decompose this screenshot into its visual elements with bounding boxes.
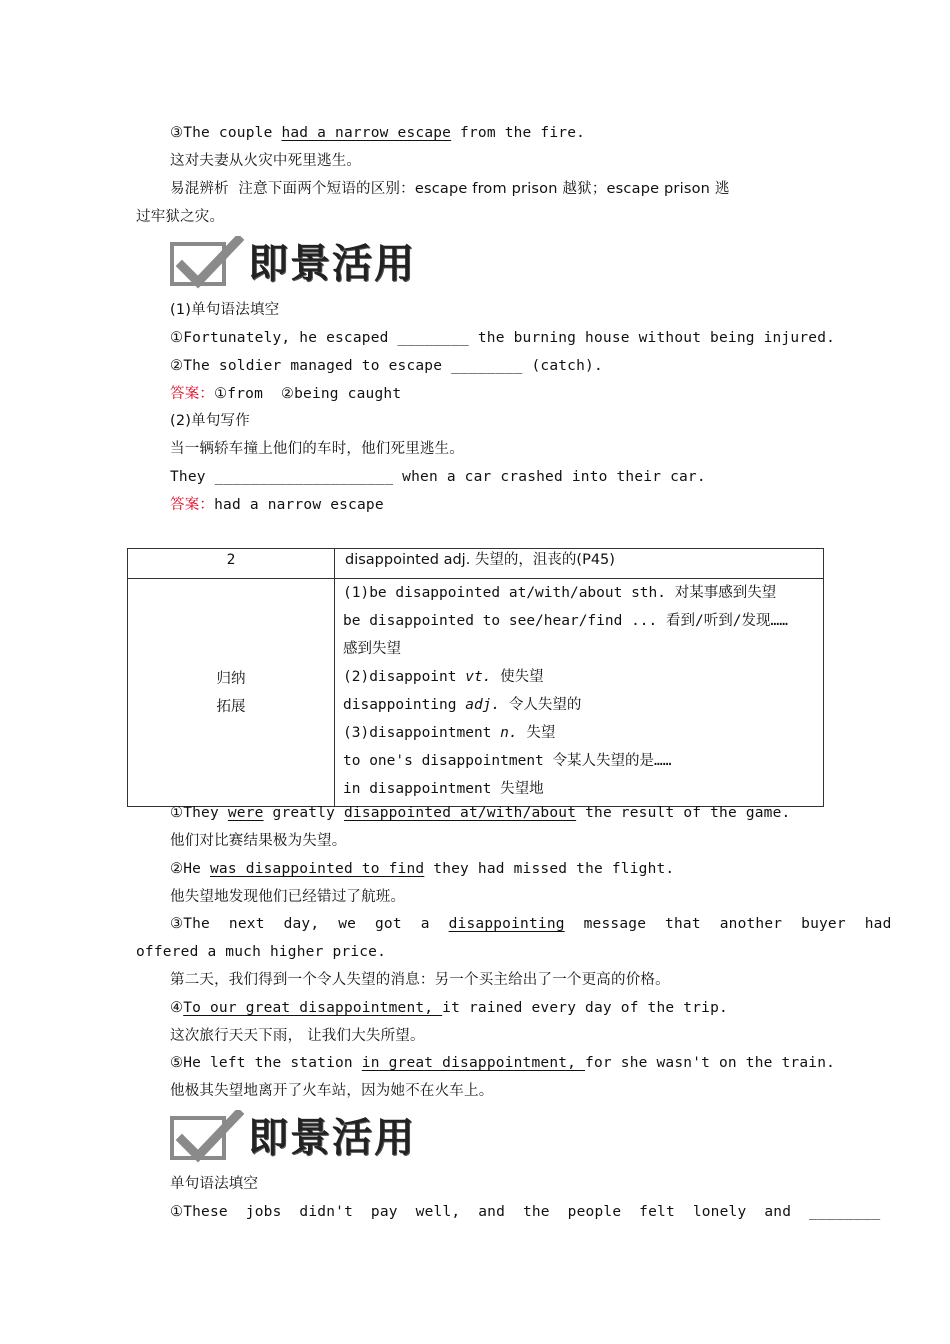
example-3-translation: 第二天，我们得到一个令人失望的消息：另一个买主给出了一个更高的价格。: [170, 972, 670, 988]
example-3-translation: 这对夫妻从火灾中死里逃生。: [170, 153, 362, 169]
answer-line-2: 答案：had a narrow escape: [170, 497, 384, 513]
practice-question-1: ①These jobs didn't pay well, and the people felt lonely and ________: [170, 1204, 881, 1220]
summary-line: (3)disappointment n. 失望: [343, 725, 556, 741]
summary-content: [335, 579, 824, 807]
banner-title: 即景活用: [248, 1115, 416, 1161]
example-1: ①They were greatly disappointed at/with/about the result of the game.: [170, 805, 791, 821]
summary-label: 归纳 拓展: [128, 579, 335, 807]
example-5: ⑤He left the station in great disappointment, for she wasn't on the train.: [170, 1055, 836, 1071]
example-3-cont: offered a much higher price.: [136, 944, 387, 960]
practice-question-2: ②The soldier managed to escape ________ (catch).: [170, 358, 603, 374]
entry-number: 2: [128, 549, 335, 579]
practice-heading-1: (1)单句语法填空: [170, 302, 280, 318]
practice-banner: [168, 236, 423, 292]
example-4: ④To our great disappointment, it rained every day of the trip.: [170, 1000, 728, 1016]
example-2-translation: 他失望地发现他们已经错过了航班。: [170, 889, 406, 905]
writing-prompt: 当一辆轿车撞上他们的车时，他们死里逃生。: [170, 441, 464, 457]
answer-label: 答案：: [170, 497, 215, 513]
summary-line: (2)disappoint vt. 使失望: [343, 669, 544, 685]
vocab-table: [127, 548, 824, 807]
summary-line: 感到失望: [343, 641, 401, 657]
confusion-note: 易混辨析 注意下面两个短语的区别：escape from prison 越狱；escape prison 逃: [170, 181, 730, 197]
practice-heading: 单句语法填空: [170, 1176, 259, 1192]
writing-question: They ____________________ when a car crashed into their car.: [170, 469, 706, 485]
example-3-line: ③The couple had a narrow escape from the fire.: [170, 125, 586, 141]
summary-line: disappointing adj. 令人失望的: [343, 697, 582, 713]
summary-line: be disappointed to see/hear/find ... 看到/听到/发现……: [343, 613, 788, 629]
summary-line: to one's disappointment 令某人失望的是……: [343, 753, 672, 769]
practice-question-1: ①Fortunately, he escaped ________ the burning house without being injured.: [170, 330, 836, 346]
example-2: ②He was disappointed to find they had missed the flight.: [170, 861, 675, 877]
answer-label: 答案：: [170, 386, 215, 402]
practice-banner: [168, 1110, 423, 1166]
confusion-note-cont: 过牢狱之灾。: [136, 209, 225, 225]
checkmark-icon: [172, 236, 244, 292]
practice-heading-2: (2)单句写作: [170, 413, 250, 429]
underlined-phrase: had a narrow escape: [281, 125, 452, 141]
example-3: ③The next day, we got a disappointing message that another buyer had: [170, 916, 892, 932]
summary-line: in disappointment 失望地: [343, 781, 544, 797]
example-5-translation: 他极其失望地离开了火车站，因为她不在火车上。: [170, 1083, 494, 1099]
example-1-translation: 他们对比赛结果极为失望。: [170, 833, 347, 849]
entry-headword: disappointed adj. 失望的，沮丧的(P45): [335, 549, 824, 579]
summary-line: (1)be disappointed at/with/about sth. 对某事感到失望: [343, 585, 777, 601]
checkmark-icon: [172, 1110, 244, 1166]
answer-line-1: 答案：①from ②being caught: [170, 386, 402, 402]
banner-title: 即景活用: [248, 241, 416, 287]
example-4-translation: 这次旅行天天下雨， 让我们大失所望。: [170, 1028, 425, 1044]
